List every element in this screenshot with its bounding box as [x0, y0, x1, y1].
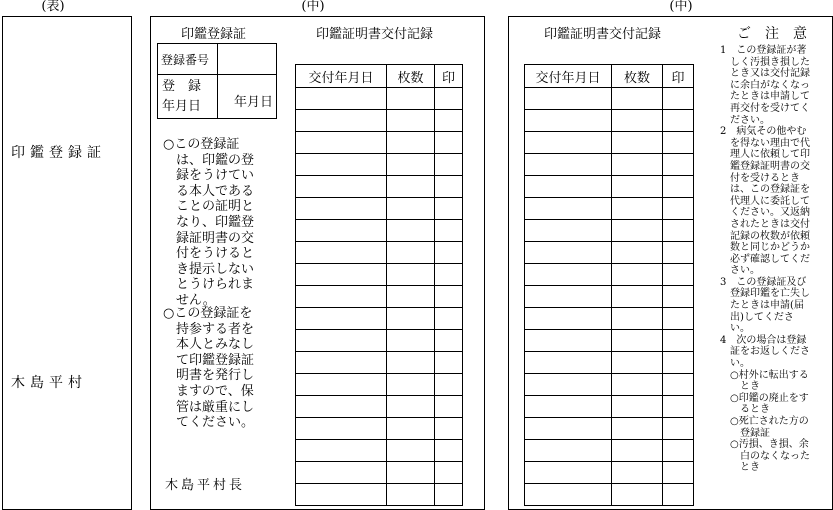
- record-row: [525, 440, 694, 462]
- record-cell: [612, 462, 663, 484]
- column-seal: 印: [435, 65, 463, 88]
- record-cell: [525, 176, 612, 198]
- record-cell: [663, 352, 694, 374]
- record-cell: [296, 286, 387, 308]
- record-row: [296, 396, 463, 418]
- record-cell: [525, 154, 612, 176]
- record-row: [525, 198, 694, 220]
- record-cell: [387, 374, 435, 396]
- record-cell: [525, 440, 612, 462]
- record-cell: [525, 308, 612, 330]
- record-cell: [663, 264, 694, 286]
- middle-panel-1: [150, 16, 485, 510]
- middle-section-header-1: (中): [301, 0, 325, 14]
- front-title: 印鑑登録証: [11, 145, 106, 161]
- issuance-record-title-1: 印鑑証明書交付記録: [316, 27, 434, 42]
- record-row: [296, 330, 463, 352]
- record-cell: [612, 88, 663, 110]
- column-count: 枚数: [387, 65, 435, 88]
- record-cell: [435, 132, 463, 154]
- record-cell: [296, 440, 387, 462]
- record-row: [525, 374, 694, 396]
- record-row: [296, 132, 463, 154]
- reg-date-label: 登 録 年月日: [158, 75, 218, 119]
- record-row: [296, 88, 463, 110]
- record-cell: [525, 110, 612, 132]
- record-cell: [387, 484, 435, 506]
- record-cell: [663, 176, 694, 198]
- record-row: [296, 352, 463, 374]
- card-title: 印鑑登録証: [181, 27, 247, 42]
- record-row: [296, 242, 463, 264]
- reg-number-label: 登録番号: [158, 44, 218, 75]
- record-cell: [435, 286, 463, 308]
- record-cell: [525, 242, 612, 264]
- record-row: [525, 264, 694, 286]
- record-row: [296, 264, 463, 286]
- record-cell: [387, 330, 435, 352]
- record-row: [525, 220, 694, 242]
- record-row: [525, 308, 694, 330]
- record-cell: [387, 154, 435, 176]
- record-row: [296, 286, 463, 308]
- issuance-record-title-2: 印鑑証明書交付記録: [544, 27, 662, 42]
- record-row: [296, 154, 463, 176]
- record-cell: [663, 132, 694, 154]
- record-cell: [387, 88, 435, 110]
- record-cell: [296, 396, 387, 418]
- record-cell: [387, 132, 435, 154]
- record-cell: [612, 264, 663, 286]
- record-row: [296, 176, 463, 198]
- record-row: [525, 330, 694, 352]
- record-row: [525, 396, 694, 418]
- record-cell: [435, 330, 463, 352]
- notes-title: ご 注 意: [737, 26, 807, 42]
- record-cell: [435, 308, 463, 330]
- record-cell: [663, 308, 694, 330]
- record-cell: [525, 418, 612, 440]
- record-row: [296, 308, 463, 330]
- record-cell: [612, 154, 663, 176]
- record-cell: [612, 352, 663, 374]
- record-cell: [663, 110, 694, 132]
- record-cell: [296, 110, 387, 132]
- record-cell: [525, 374, 612, 396]
- record-cell: [296, 198, 387, 220]
- column-issue-date: 交付年月日: [296, 65, 387, 88]
- record-cell: [612, 132, 663, 154]
- record-cell: [435, 154, 463, 176]
- record-row: [296, 198, 463, 220]
- record-cell: [435, 220, 463, 242]
- record-cell: [387, 418, 435, 440]
- record-cell: [663, 330, 694, 352]
- record-cell: [663, 242, 694, 264]
- front-panel: [2, 16, 132, 510]
- record-cell: [435, 176, 463, 198]
- record-row: [296, 374, 463, 396]
- record-cell: [612, 242, 663, 264]
- record-cell: [663, 198, 694, 220]
- record-cell: [296, 418, 387, 440]
- record-cell: [612, 374, 663, 396]
- record-row: [525, 154, 694, 176]
- front-village-name: 木島平村: [11, 375, 87, 391]
- record-row: [525, 110, 694, 132]
- record-cell: [663, 418, 694, 440]
- record-cell: [525, 352, 612, 374]
- notes-body: 1 この登録証が著 しく汚損き損した とき又は交付記録 に余白がなくなっ たときは申請して 再交付を受けてく ださい。 2 病気その他やむ を得ない理由で代 理人に依頼して印 鑑登録証明書の交 付を受けるとき は、この登録証を 代理人に委託して ください。又返納 されたときは交付 記録の枚数が依頼 数と同じかどうか 必ず確認してくだ さい。 3 この登録証及び 登録印鑑を亡失し たときは申請(届 出)してくださ い。 4 次の場合は登録 証をお返しくださ い。 ○村外に転出する とき ○印鑑の廃止をす るとき ○死亡された方の 登録証 ○汚損、き損、余 白のなくなった とき: [720, 45, 810, 474]
- record-cell: [612, 484, 663, 506]
- record-cell: [296, 462, 387, 484]
- record-cell: [663, 286, 694, 308]
- record-cell: [296, 154, 387, 176]
- record-cell: [663, 88, 694, 110]
- record-cell: [525, 286, 612, 308]
- record-cell: [435, 88, 463, 110]
- record-cell: [296, 484, 387, 506]
- record-cell: [387, 352, 435, 374]
- column-seal: 印: [663, 65, 694, 88]
- record-cell: [387, 396, 435, 418]
- record-cell: [435, 264, 463, 286]
- record-cell: [663, 220, 694, 242]
- record-cell: [435, 418, 463, 440]
- record-cell: [663, 440, 694, 462]
- record-cell: [525, 198, 612, 220]
- record-cell: [435, 396, 463, 418]
- issuance-record-table-1: [295, 64, 463, 506]
- record-cell: [612, 198, 663, 220]
- column-count: 枚数: [612, 65, 663, 88]
- record-cell: [525, 264, 612, 286]
- record-cell: [612, 418, 663, 440]
- record-cell: [435, 440, 463, 462]
- record-row: [525, 286, 694, 308]
- record-cell: [525, 330, 612, 352]
- statement-proof-of-registration: ○この登録証 は、印鑑の登 録をうけてい る本人である ことの証明と なり、印鑑登 録証明書の交 付をうけると き提示しない とうけられま せん。: [163, 137, 255, 308]
- record-cell: [612, 396, 663, 418]
- record-cell: [525, 484, 612, 506]
- record-cell: [612, 440, 663, 462]
- record-cell: [296, 132, 387, 154]
- record-cell: [435, 198, 463, 220]
- record-cell: [435, 374, 463, 396]
- record-cell: [296, 374, 387, 396]
- record-cell: [296, 330, 387, 352]
- record-cell: [435, 484, 463, 506]
- front-section-header: (表): [41, 0, 65, 14]
- record-cell: [387, 308, 435, 330]
- record-cell: [612, 286, 663, 308]
- record-row: [296, 484, 463, 506]
- record-cell: [663, 484, 694, 506]
- record-cell: [525, 132, 612, 154]
- record-cell: [435, 462, 463, 484]
- column-issue-date: 交付年月日: [525, 65, 612, 88]
- record-cell: [663, 154, 694, 176]
- record-row: [525, 418, 694, 440]
- record-cell: [525, 88, 612, 110]
- record-cell: [387, 440, 435, 462]
- record-cell: [612, 330, 663, 352]
- record-cell: [296, 220, 387, 242]
- record-cell: [663, 374, 694, 396]
- record-row: [296, 220, 463, 242]
- reg-number-value: [218, 44, 277, 75]
- record-row: [525, 132, 694, 154]
- record-cell: [387, 264, 435, 286]
- reg-date-value: 年月日: [218, 75, 277, 119]
- record-cell: [296, 242, 387, 264]
- record-row: [525, 352, 694, 374]
- record-cell: [435, 242, 463, 264]
- record-cell: [296, 88, 387, 110]
- record-cell: [387, 198, 435, 220]
- statement-careful-storage: ○この登録証を 持参する者を 本人とみなし て印鑑登録証 明書を発行し ますので、保 管は厳重にし てください。: [163, 306, 255, 431]
- record-cell: [387, 110, 435, 132]
- record-cell: [612, 110, 663, 132]
- record-cell: [387, 242, 435, 264]
- record-row: [296, 462, 463, 484]
- record-cell: [612, 220, 663, 242]
- middle-panel-2: [508, 16, 833, 510]
- record-row: [525, 484, 694, 506]
- record-cell: [525, 462, 612, 484]
- record-cell: [525, 220, 612, 242]
- record-row: [296, 440, 463, 462]
- record-cell: [663, 462, 694, 484]
- record-cell: [435, 110, 463, 132]
- record-cell: [387, 220, 435, 242]
- registration-info-table: [157, 43, 277, 119]
- record-cell: [296, 176, 387, 198]
- record-cell: [612, 176, 663, 198]
- issuance-record-table-2: [524, 64, 694, 506]
- record-cell: [387, 462, 435, 484]
- record-cell: [296, 352, 387, 374]
- record-cell: [387, 286, 435, 308]
- mayor-signature: 木島平村長: [165, 478, 246, 493]
- record-cell: [296, 308, 387, 330]
- record-cell: [296, 264, 387, 286]
- record-cell: [612, 308, 663, 330]
- record-cell: [525, 396, 612, 418]
- record-row: [525, 88, 694, 110]
- record-row: [525, 242, 694, 264]
- record-row: [296, 110, 463, 132]
- record-row: [525, 462, 694, 484]
- record-row: [296, 418, 463, 440]
- record-cell: [435, 352, 463, 374]
- middle-section-header-2: (中): [669, 0, 693, 14]
- record-row: [525, 176, 694, 198]
- record-cell: [663, 396, 694, 418]
- record-cell: [387, 176, 435, 198]
